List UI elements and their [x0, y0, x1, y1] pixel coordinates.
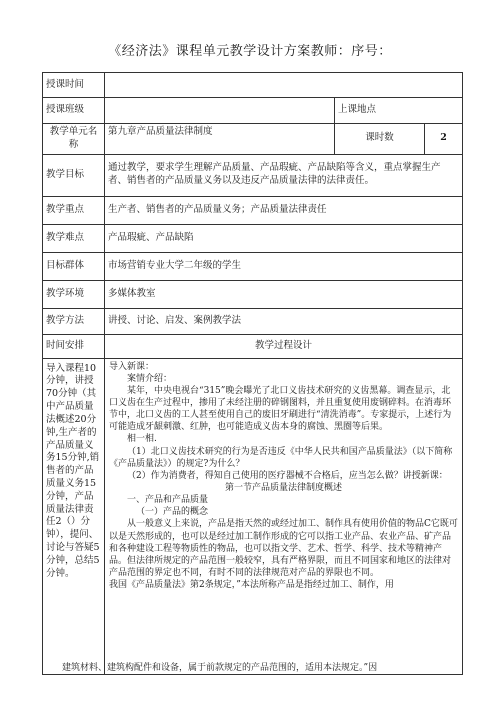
row-schedule-header: [43, 334, 463, 358]
target-label: 目标群体: [43, 252, 105, 280]
time-label: 授课时间: [43, 73, 105, 98]
row-unit: [43, 124, 463, 155]
row-time: [43, 73, 463, 98]
question-1: （1）北口义齿技术研究的行为是否违反《中华人民共和国产品质量法》（以下简称《产品质量法》）的规定?为什么？: [109, 446, 453, 469]
row-process: [43, 358, 463, 674]
case-body: 某年，中央电视台“315”晚会曝光了北口义齿技术研究的义齿黑幕。调查显示，北口义齿在生产过程中，掺用了未经注册的碎钢图料，并且重复使用废钢碎料。在消毒环节中，北口义齿的工人甚至使用自己的废旧牙刷进行“清洗消毒”。专家提示，上述行为可能造成牙龈刺激、红肿，也可能造成义齿本身的腐蚀、黑圈等后果。: [109, 385, 452, 433]
class-label: 授课班级: [43, 98, 105, 124]
process-label: 教学过程设计: [105, 334, 463, 358]
case-title: 案情介绍：: [127, 373, 173, 384]
difficult-value: 产品瑕疵、产品缺陷: [105, 224, 463, 252]
process-content: [105, 358, 463, 674]
intro-heading: 导入新课：: [109, 361, 155, 372]
row-class: [43, 98, 463, 124]
concept-paragraph: 从一般意义上来说，产品是指天然的或经过加工、制作具有使用价值的物品C它既可以是天然形成的，也可以是经过加工制作形成的它可以指工业产品、农业产品、矿产品和各种建设工程等物质性的物品，也可以指文学、艺术、哲学、科学、技术等精神产品。但法律所规定的产品范围一般较窄，具有严格界限，而且不同国家和地区的法律对产品范围的界定也不同，有时不同的法律规范对产品的界限也不同。: [109, 519, 458, 579]
row-method: [43, 308, 463, 334]
think-prompt: 相一相.: [127, 434, 157, 445]
env-label: 教学环境: [43, 280, 105, 308]
row-difficult: [43, 224, 463, 252]
row-target: [43, 252, 463, 280]
question-2: （2）作为消费者，得知自己使用的医疗器械不合格后，应当怎么做？讲授新课：: [127, 470, 448, 481]
subheading-1: 一、产品和产品质量: [127, 495, 209, 506]
subheading-2: （一）产品的概念: [136, 507, 209, 518]
row-env: [43, 280, 463, 308]
page-footer-text: 建筑材料、建筑构配件和设备，属于前款规定的产品范围的，适用本法规定。”因: [62, 663, 378, 673]
difficult-label: 教学难点: [43, 224, 105, 252]
location-label: 上课地点: [335, 98, 463, 124]
time-value: [105, 73, 463, 98]
schedule-label: 时间安排: [43, 334, 105, 358]
goal-value: 通过教学，要求学生理解产品质量、产品瑕疵、产品缺陷等含义，重点掌握生产者、销售者的产品质量义务以及违反产品质量法律的法律责任。: [105, 154, 463, 196]
class-value: [105, 98, 335, 124]
schedule-text: 导入课程10分钟，讲授70分钟（其中产品质量法概述20分钟,生产者的产品质量义务15分钟,销售者的产品质量义务15分钟，产品质量法律责任2（）分钟），提问、讨论与答疑5分钟，总结5分钟。: [43, 358, 105, 674]
target-value: 市场营销专业大学二年级的学生: [105, 252, 463, 280]
key-value: 生产者、销售者的产品质量义务；产品质量法律责任: [105, 196, 463, 224]
method-value: 讲授、讨论、启发、案例教学法: [105, 308, 463, 334]
key-label: 教学重点: [43, 196, 105, 224]
unit-label: 教学单元名称: [43, 124, 105, 155]
page-title: 《经济法》课程单元教学设计方案教师：序号：: [108, 44, 392, 59]
law-paragraph: 我国《产品质量法》第2条规定，”本法所称产品是指经过加工、制作，用: [109, 580, 394, 591]
lesson-plan-table: [42, 72, 463, 675]
hours-label: 课时数: [335, 124, 425, 155]
row-goal: [43, 154, 463, 196]
env-value: 多媒体教室: [105, 280, 463, 308]
row-key: [43, 196, 463, 224]
hours-value: 2: [425, 124, 463, 155]
unit-value: 第九章产品质量法律制度: [105, 124, 335, 155]
section-title: 第一节产品质量法律制度概述: [224, 483, 342, 494]
method-label: 教学方法: [43, 308, 105, 334]
goal-label: 教学目标: [43, 154, 105, 196]
